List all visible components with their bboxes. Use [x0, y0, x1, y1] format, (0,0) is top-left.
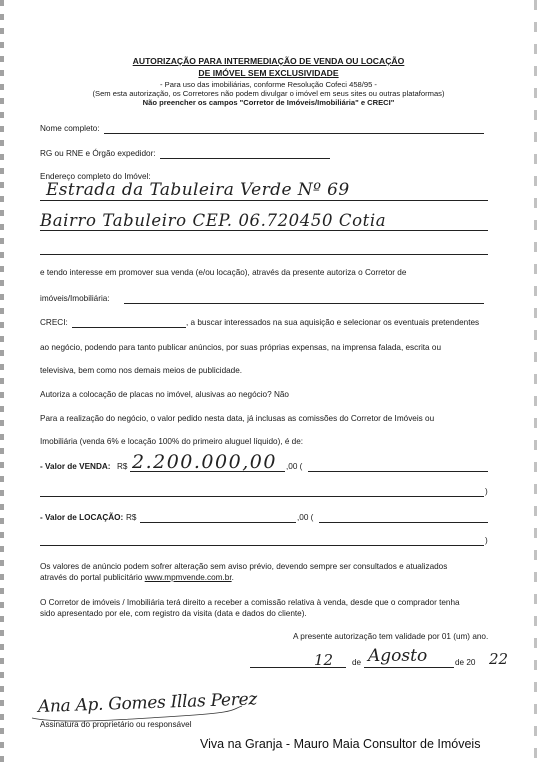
apresentado-text: sido apresentado por ele, com registro da visita (data e dados do cliente).	[40, 609, 307, 618]
scan-edge-left	[0, 0, 4, 768]
venda-value-line[interactable]	[130, 471, 285, 472]
endereco-field-line-1[interactable]	[40, 200, 488, 201]
subtitle-instruction: Não preencher os campos "Corretor de Imóveis/Imobiliária" e CRECI"	[142, 98, 395, 107]
subtitle-resolution: - Para uso das imobiliárias, conforme Resolução Cofeci 458/95 -	[160, 80, 377, 89]
venda-cents: ,00 (	[286, 462, 303, 471]
locacao-cents: ,00 (	[297, 513, 314, 522]
date-month-handwritten: Agosto	[368, 646, 428, 666]
endereco-label: Endereço completo do Imóvel:	[40, 172, 151, 181]
corretor-field-line[interactable]	[124, 303, 484, 304]
venda-label: - Valor de VENDA:	[40, 462, 111, 471]
imobiliaria-venda-text: Imobiliária (venda 6% e locação 100% do primeiro aluguel líquido), é de:	[40, 437, 304, 446]
portal-link[interactable]: www.mpmvende.com.br	[144, 573, 232, 582]
locacao-close-paren: )	[485, 536, 488, 545]
corretor-direito-text: O Corretor de imóveis / Imobiliária terá direito a receber a comissão relativa à venda, desde que o comprador tenha	[40, 598, 460, 607]
realizacao-text: Para a realização do negócio, o valor pedido nesta data, já inclusas as comissões do Corretor de Imóveis ou	[40, 414, 435, 423]
footer-text: Viva na Granja - Mauro Maia Consultor de Imóveis	[200, 737, 481, 751]
locacao-label: - Valor de LOCAÇÃO:	[40, 513, 124, 522]
validade-text: A presente autorização tem validade por 01 (um) ano.	[293, 632, 489, 641]
atraves-portal-text: através do portal publicitário	[40, 573, 143, 582]
endereco-handwritten-line-1: Estrada da Tabuleira Verde Nº 69	[46, 180, 350, 200]
rg-label: RG ou RNE e Órgão expedidor:	[40, 149, 156, 158]
nome-label: Nome completo:	[40, 124, 100, 133]
venda-extenso-line-2[interactable]	[40, 496, 484, 497]
televisiva-text: televisiva, bem como nos demais meios de publicidade.	[40, 366, 243, 375]
negocio-text: ao negócio, podendo para tanto publicar anúncios, por suas próprias expensas, na imprensa falada, escrita ou	[40, 343, 441, 352]
venda-value-handwritten: 2.200.000,00	[132, 451, 277, 473]
locacao-value-line[interactable]	[140, 522, 296, 523]
valores-anuncio-text: Os valores de anúncio podem sofrer alteração sem aviso prévio, devendo sempre ser consultados e atualizados	[40, 562, 448, 571]
placas-question: Autoriza a colocação de placas no imóvel, alusivas ao negócio? Não	[40, 390, 289, 399]
locacao-currency: R$	[126, 513, 137, 522]
creci-field-line[interactable]	[72, 327, 186, 328]
venda-extenso-line[interactable]	[308, 471, 488, 472]
creci-label: CRECI:	[40, 318, 68, 327]
venda-currency: R$	[117, 462, 128, 471]
subtitle-warning: (Sem esta autorização, os Corretores não podem divulgar o imóvel em seus sites ou outras plataformas)	[92, 89, 445, 98]
signature-label: Assinatura do proprietário ou responsável	[40, 720, 192, 729]
creci-text: , a buscar interessados na sua aquisição e selecionar os eventuais pretendentes	[186, 318, 480, 327]
rg-field-line[interactable]	[160, 158, 330, 159]
title-line-1: AUTORIZAÇÃO PARA INTERMEDIAÇÃO DE VENDA OU LOCAÇÃO	[132, 56, 405, 66]
date-de-1: de	[352, 658, 362, 667]
date-year-handwritten: 22	[489, 650, 509, 668]
portal-line	[40, 573, 234, 582]
endereco-field-line-3[interactable]	[40, 254, 488, 255]
date-de-2: de 20	[455, 658, 476, 667]
date-month-line[interactable]	[364, 667, 454, 668]
signature-handwritten: Ana Ap. Gomes Illas Perez	[37, 689, 258, 717]
locacao-extenso-line[interactable]	[319, 522, 488, 523]
date-day-handwritten: 12	[314, 651, 334, 669]
interesse-text: e tendo interesse em promover sua venda (e/ou locação), através da presente autoriza o Corretor de	[40, 268, 407, 277]
title-line-2: DE IMÓVEL SEM EXCLUSIVIDADE	[198, 68, 339, 78]
nome-field-line[interactable]	[104, 133, 484, 134]
venda-close-paren: )	[485, 487, 488, 496]
endereco-field-line-2[interactable]	[40, 230, 488, 231]
portal-period: .	[231, 573, 234, 582]
locacao-extenso-line-2[interactable]	[40, 545, 484, 546]
imoveis-imobiliaria-label: imóveis/Imobiliária:	[40, 294, 110, 303]
endereco-handwritten-line-2: Bairro Tabuleiro CEP. 06.720450 Cotia	[40, 211, 387, 230]
